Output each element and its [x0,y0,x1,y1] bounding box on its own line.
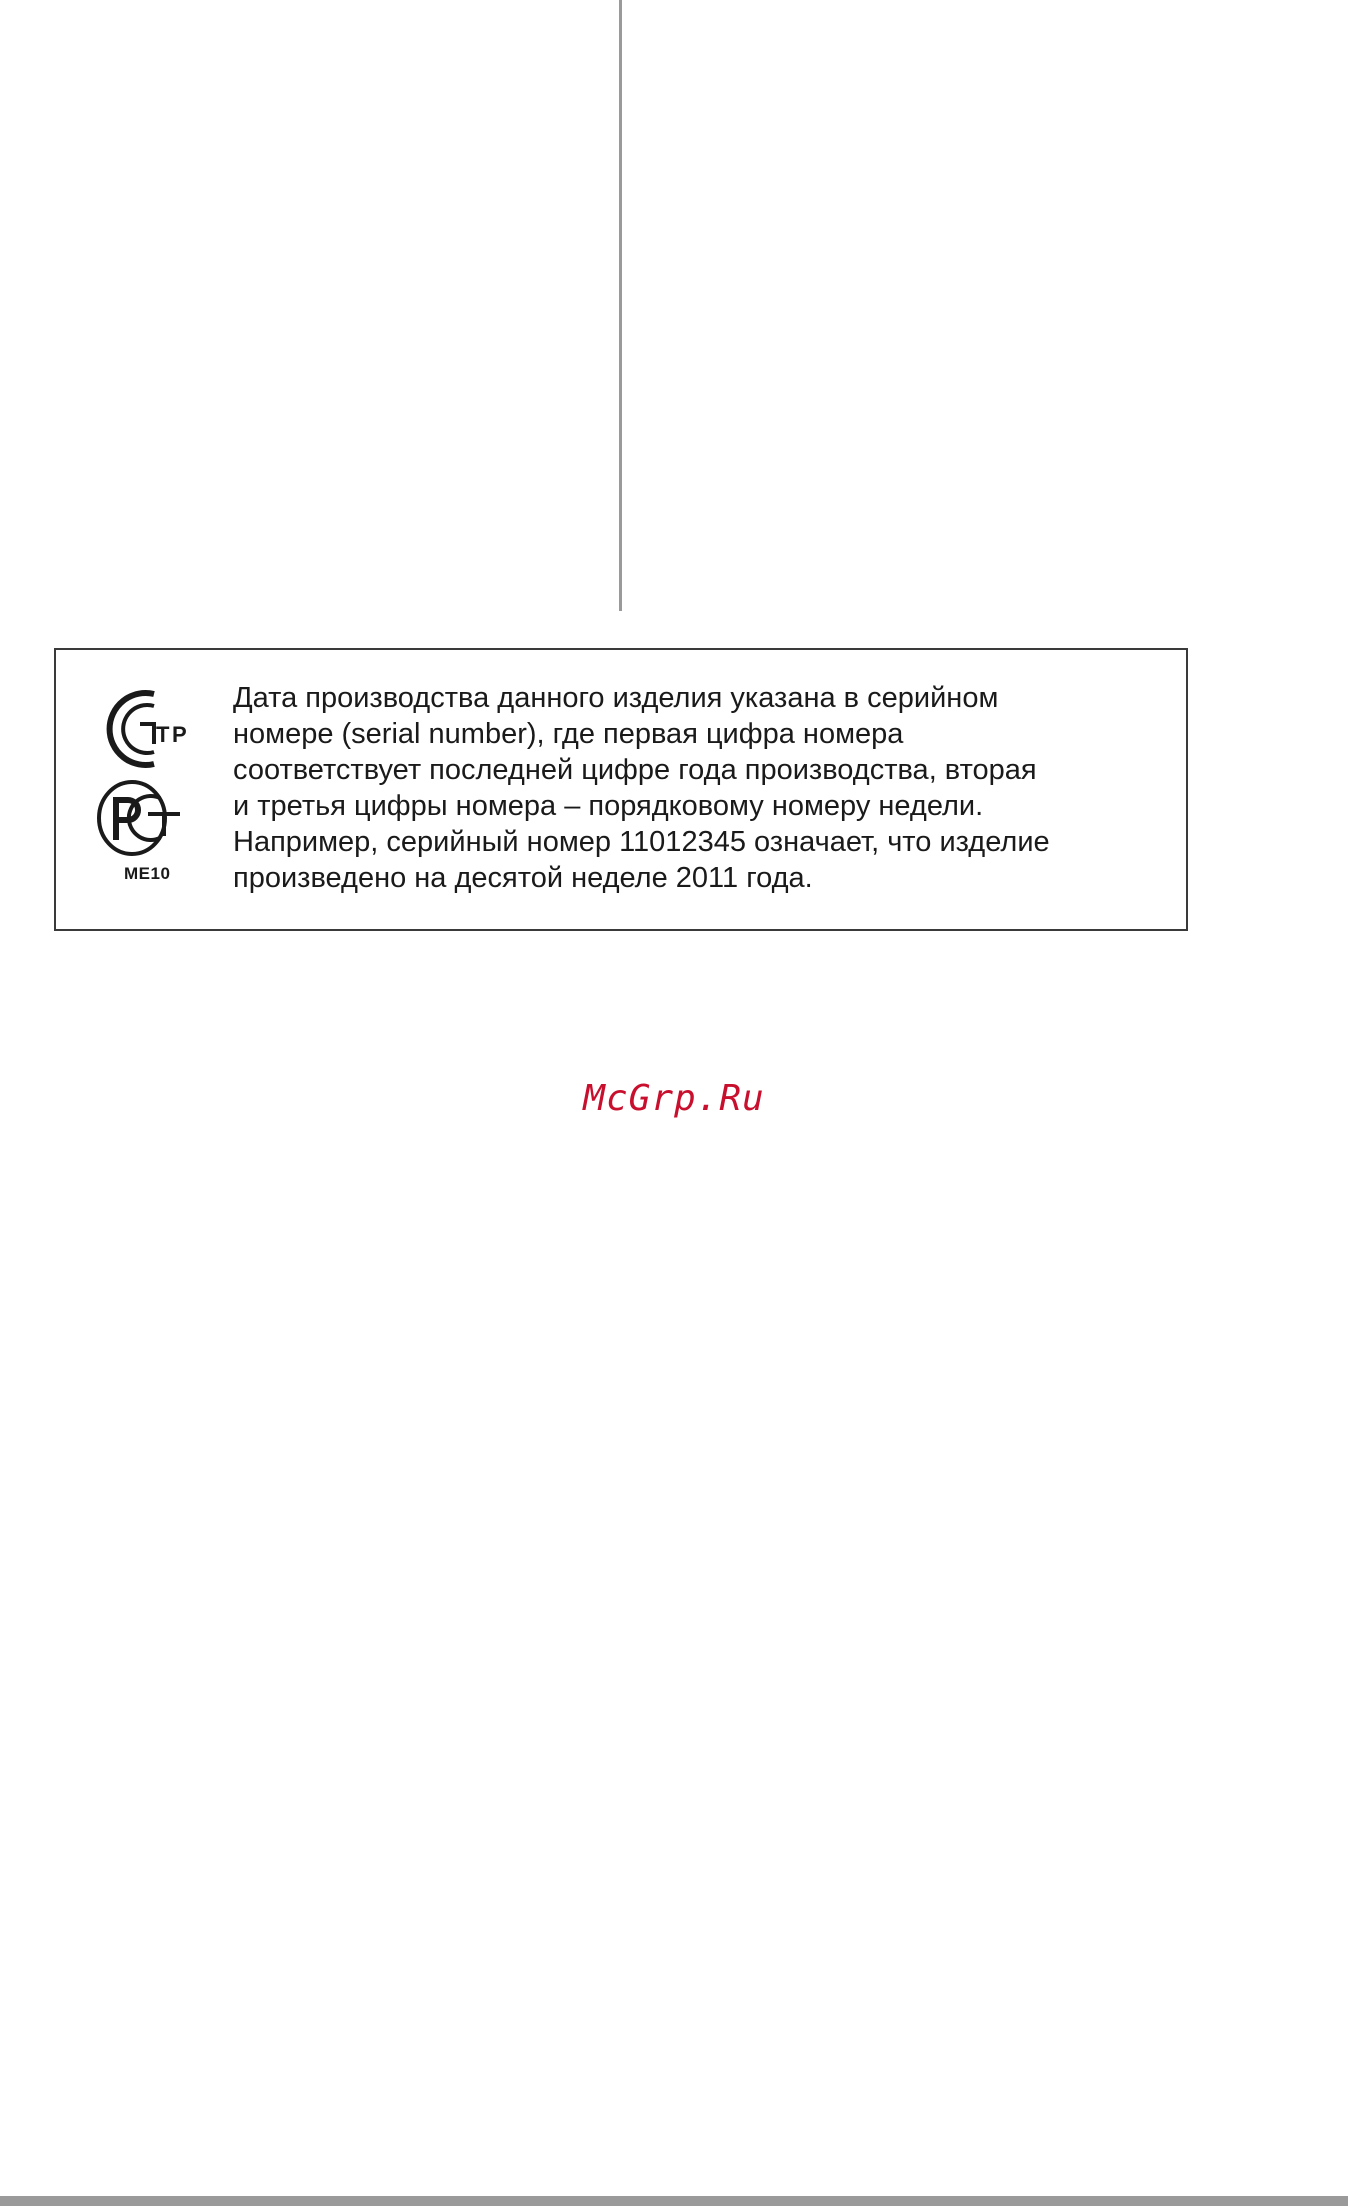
page-bottom-bar [0,2196,1348,2206]
production-date-notice [54,648,1188,931]
pct-certification-icon [96,778,184,858]
notice-line: номере (serial number), где первая цифра номера [233,718,904,750]
notice-line: и третья цифры номера – порядковому номеру недели. [233,790,984,822]
site-watermark: McGrp.Ru [583,1078,765,1119]
certification-marks [96,686,196,886]
notice-line: соответствует последней цифре года производства, вторая [233,754,1037,786]
svg-text:Р: Р [172,722,187,747]
svg-text:Т: Т [156,722,170,747]
center-divider-line [619,0,622,611]
production-date-text [233,680,1173,896]
gost-r-certification-icon [96,686,196,772]
notice-line: Например, серийный номер 11012345 означает, что изделие [233,826,1050,858]
certificate-code: ME10 [124,864,171,883]
notice-line: произведено на десятой неделе 2011 года. [233,862,813,894]
notice-line: Дата производства данного изделия указана в серийном [233,682,999,714]
